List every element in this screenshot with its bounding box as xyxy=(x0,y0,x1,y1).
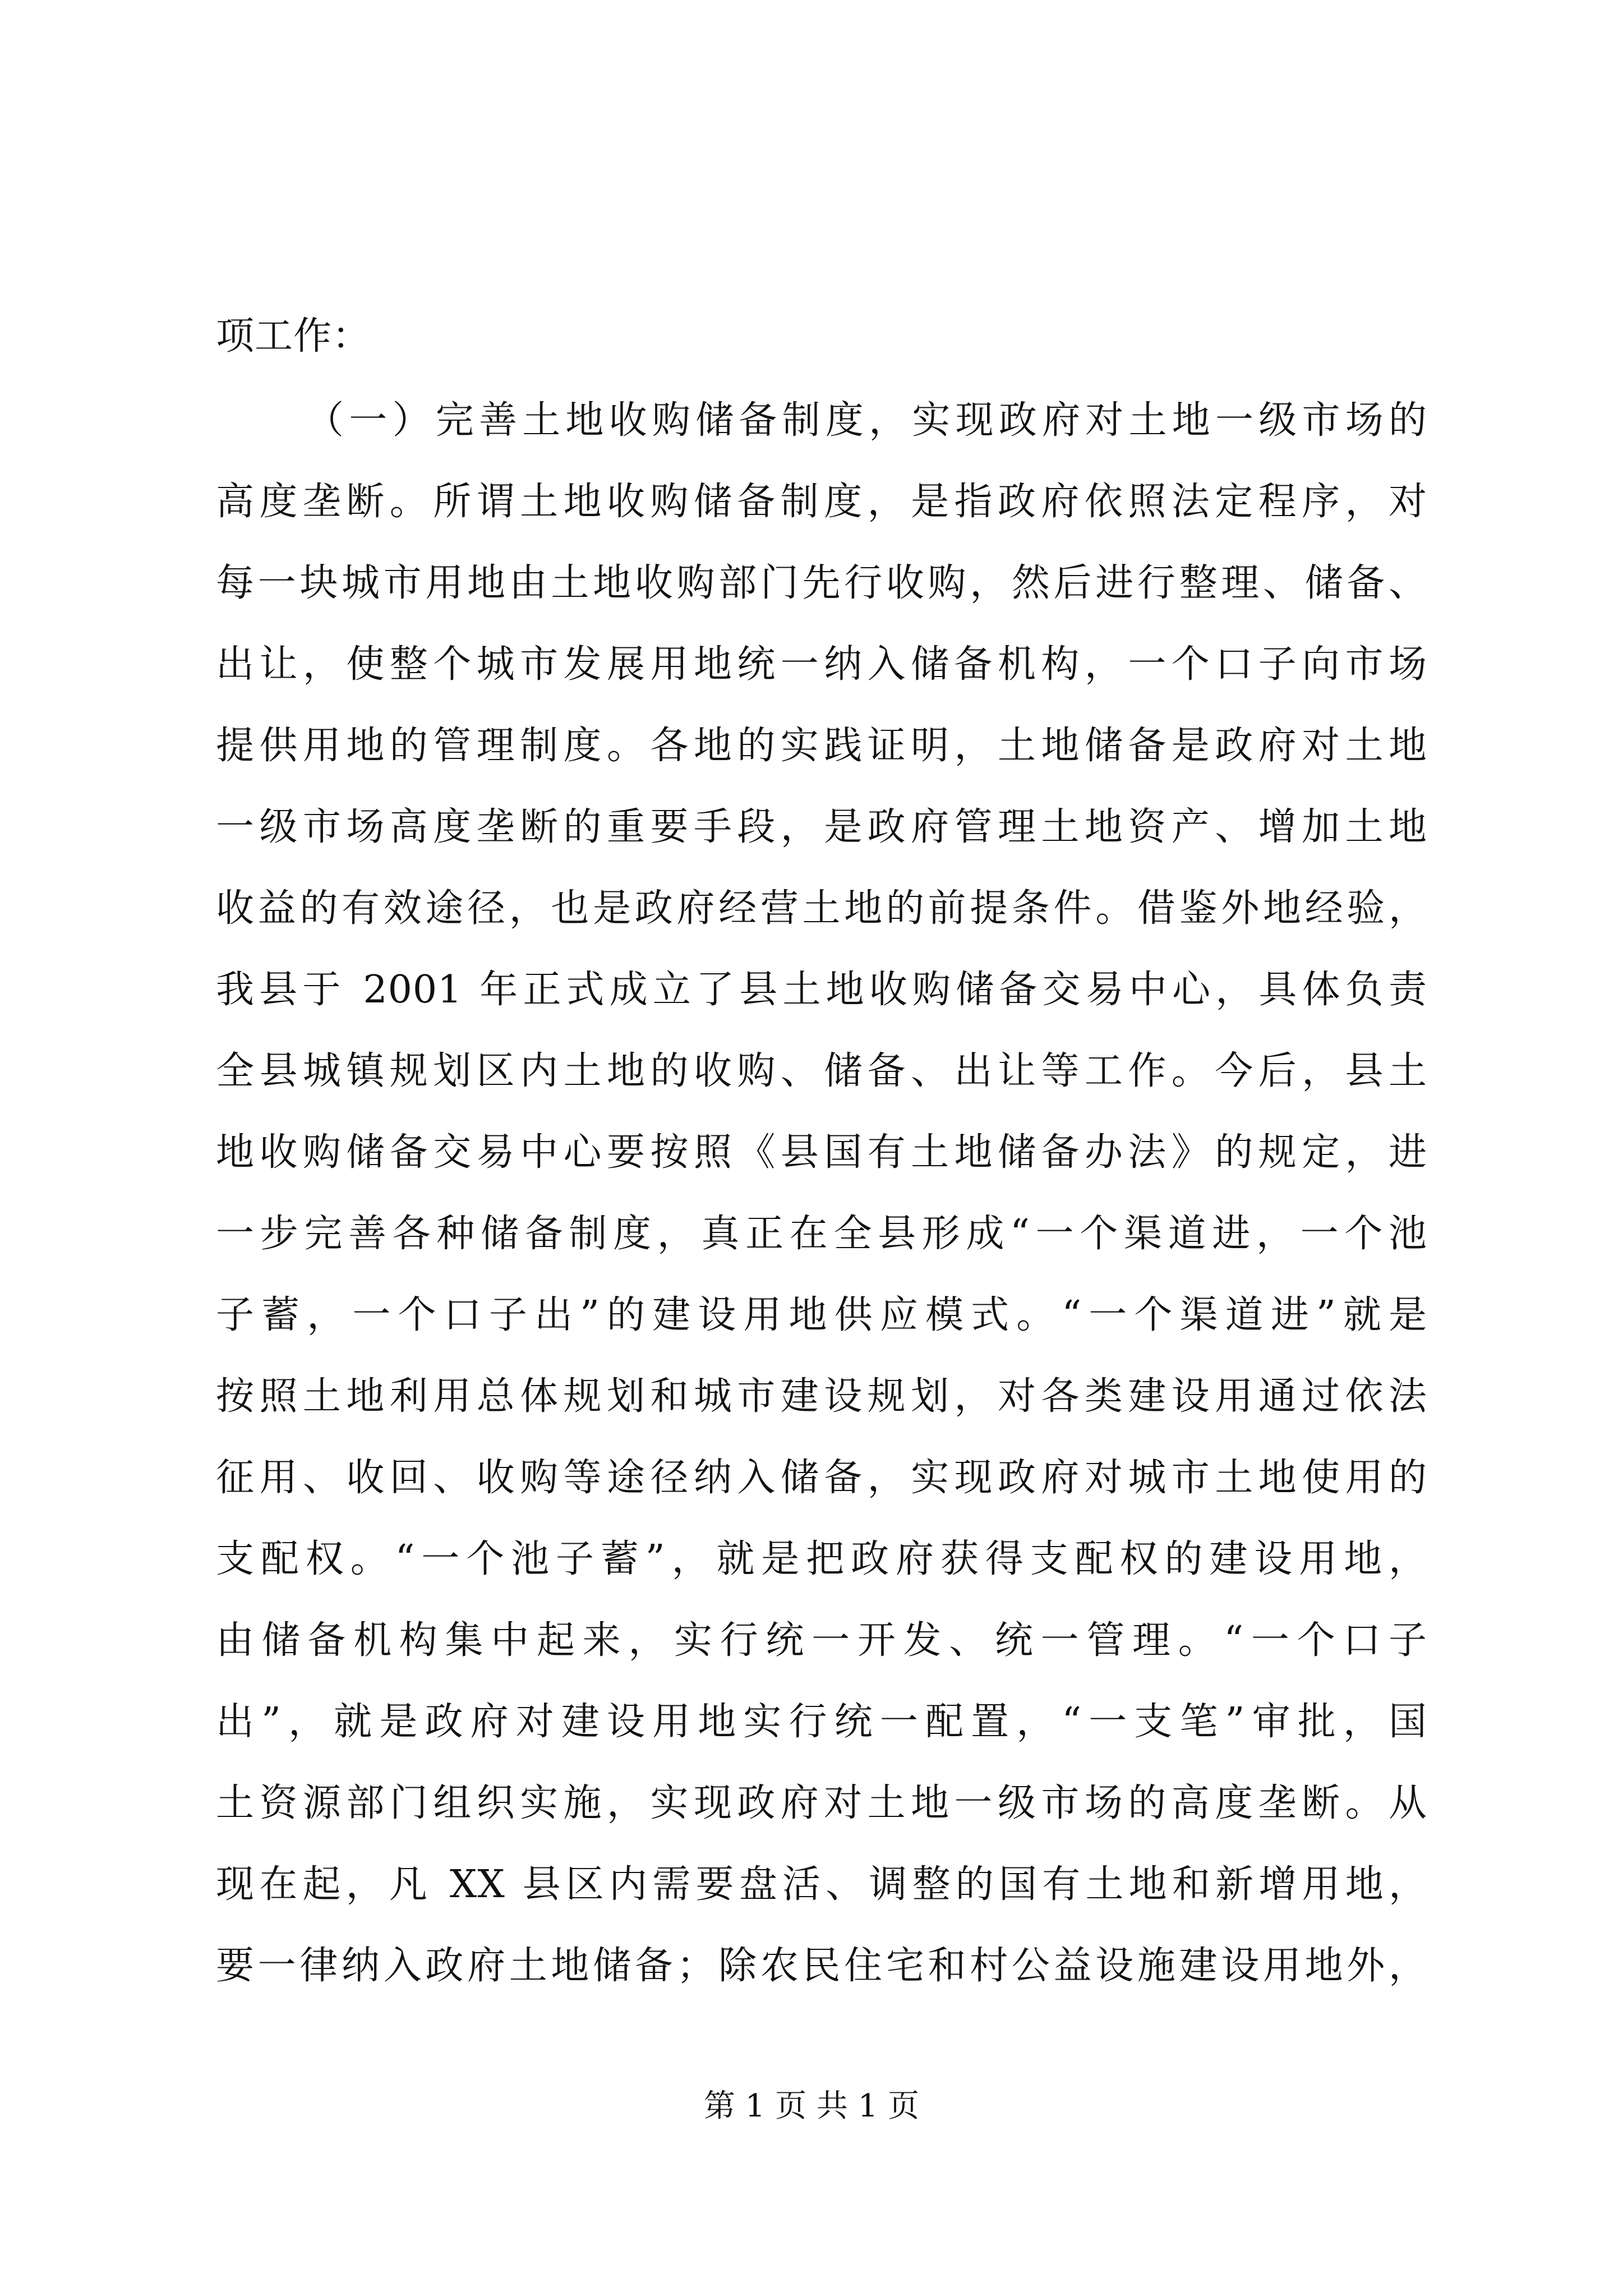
text-line: 征用、收回、收购等途径纳入储备，实现政府对城市土地使用的 xyxy=(216,1456,1427,1500)
text-line: 按照土地利用总体规划和城市建设规划，对各类建设用通过依法 xyxy=(216,1374,1427,1419)
text-line: 一级市场高度垄断的重要手段，是政府管理土地资产、增加土地 xyxy=(216,805,1427,849)
text-line: 收益的有效途径，也是政府经营土地的前提条件。借鉴外地经验， xyxy=(216,886,1427,931)
text-line: 每一块城市用地由土地收购部门先行收购，然后进行整理、储备、 xyxy=(216,561,1427,605)
text-line: 子蓄，一个口子出”的建设用地供应模式。“一个渠道进”就是 xyxy=(216,1293,1427,1337)
page-number-footer: 第 1 页 共 1 页 xyxy=(703,2088,920,2124)
text-line: 现在起，凡 XX 县区内需要盘活、调整的国有土地和新增用地， xyxy=(216,1862,1427,1907)
text-line: 由储备机构集中起来，实行统一开发、统一管理。“一个口子 xyxy=(216,1618,1427,1663)
text-line: 地收购储备交易中心要按照《县国有土地储备办法》的规定，进 xyxy=(216,1130,1427,1175)
text-line: 出让，使整个城市发展用地统一纳入储备机构，一个口子向市场 xyxy=(216,642,1427,687)
text-line: 出”，就是政府对建设用地实行统一配置，“一支笔”审批，国 xyxy=(216,1700,1427,1744)
text-line: 我县于 2001 年正式成立了县土地收购储备交易中心，具体负责 xyxy=(216,968,1427,1012)
text-line: 支配权。“一个池子蓄”，就是把政府获得支配权的建设用地， xyxy=(216,1537,1427,1581)
text-line: 项工作： xyxy=(216,314,371,358)
text-line: 高度垄断。所谓土地收购储备制度，是指政府依照法定程序，对 xyxy=(216,480,1427,524)
text-line: 全县城镇规划区内土地的收购、储备、出让等工作。今后，县土 xyxy=(216,1049,1427,1093)
text-line: 提供用地的管理制度。各地的实践证明，土地储备是政府对土地 xyxy=(216,724,1427,768)
text-line: 土资源部门组织实施，实现政府对土地一级市场的高度垄断。从 xyxy=(216,1781,1427,1825)
text-line: 要一律纳入政府土地储备；除农民住宅和村公益设施建设用地外， xyxy=(216,1944,1427,1988)
text-line: 一步完善各种储备制度，真正在全县形成“一个渠道进，一个池 xyxy=(216,1212,1427,1256)
text-line: （一）完善土地收购储备制度，实现政府对土地一级市场的 xyxy=(306,398,1427,443)
